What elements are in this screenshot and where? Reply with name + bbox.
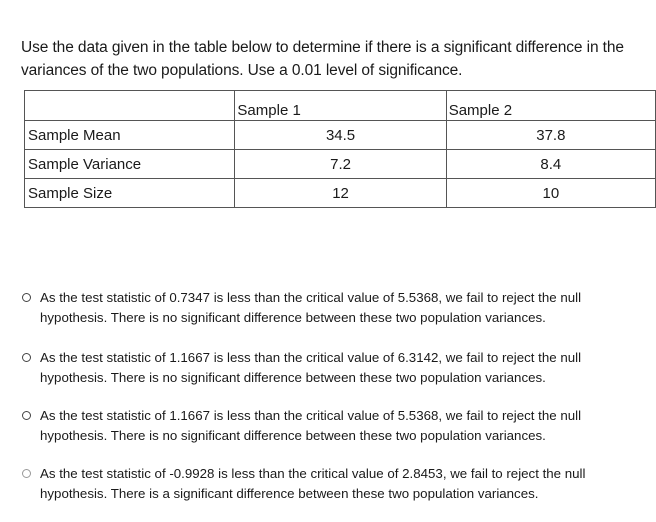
table-header-row [25,91,656,121]
row-label-sample-size: Sample Size [25,179,235,208]
option-text-line-1: As the test statistic of 0.7347 is less than the critical value of 5.5368, we fail to reject the null [40,290,582,305]
answer-option-a[interactable] [20,288,650,328]
sample-2-mean: 37.8 [446,121,655,150]
table-row [25,179,656,208]
table-header-sample-2: Sample 2 [446,91,655,121]
sample-2-variance: 8.4 [446,150,655,179]
option-text-line-2: hypothesis. There is no significant difference between these two population variances. [40,310,546,325]
option-text-line-1: As the test statistic of 1.1667 is less than the critical value of 6.3142, we fail to reject the null [40,350,582,365]
question-line-1: Use the data given in the table below to determine if there is a significant difference in the [21,39,624,56]
radio-button-icon[interactable] [22,411,31,420]
row-label-sample-mean: Sample Mean [25,121,235,150]
table-row [25,150,656,179]
sample-1-size: 12 [235,179,446,208]
table-row [25,121,656,150]
row-label-sample-variance: Sample Variance [25,150,235,179]
option-text-line-1: As the test statistic of -0.9928 is less than the critical value of 2.8453, we fail to reject the null [40,466,586,481]
question-text [21,36,653,82]
radio-button-icon[interactable] [22,353,31,362]
question-line-2: variances of the two populations. Use a 0.01 level of significance. [21,62,463,79]
answer-options [20,288,650,522]
option-text-line-2: hypothesis. There is a significant difference between these two population variances. [40,486,539,501]
option-text-line-2: hypothesis. There is no significant difference between these two population variances. [40,370,546,385]
radio-button-icon[interactable] [22,293,31,302]
table-header-sample-1: Sample 1 [235,91,446,121]
table-header-empty [25,91,235,121]
option-text-line-1: As the test statistic of 1.1667 is less than the critical value of 5.5368, we fail to reject the null [40,408,582,423]
answer-option-d[interactable] [20,464,650,504]
sample-1-mean: 34.5 [235,121,446,150]
answer-option-b[interactable] [20,348,650,388]
data-table [24,90,656,208]
option-text-line-2: hypothesis. There is no significant difference between these two population variances. [40,428,546,443]
sample-1-variance: 7.2 [235,150,446,179]
answer-option-c[interactable] [20,406,650,446]
sample-2-size: 10 [446,179,655,208]
radio-button-icon[interactable] [22,469,31,478]
